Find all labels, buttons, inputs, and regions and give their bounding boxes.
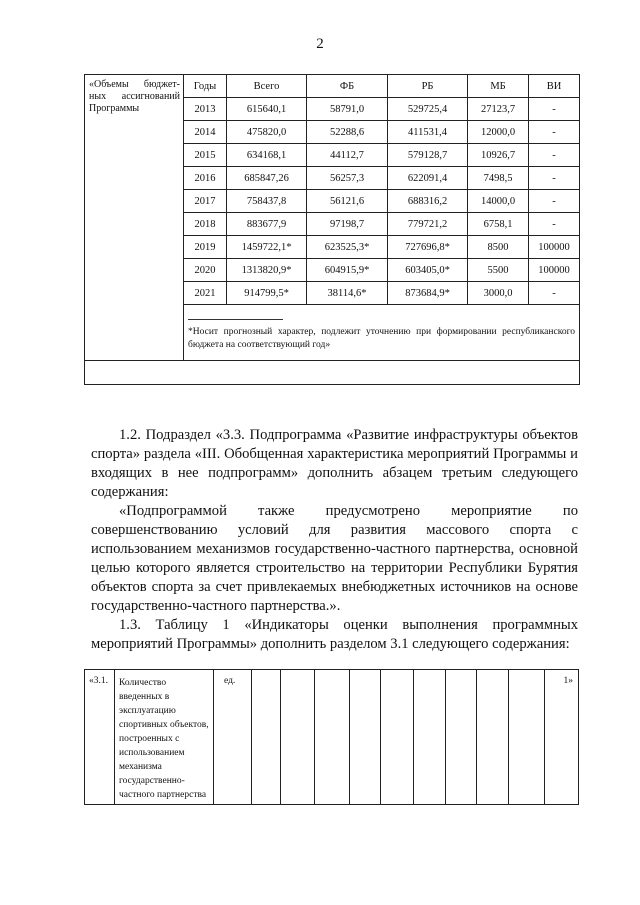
table-cell: 38114,6* — [307, 282, 388, 305]
footnote-cell — [184, 305, 580, 361]
column-header: МБ — [468, 75, 529, 98]
indicator-empty-cell — [281, 670, 315, 805]
table-cell: 688316,2 — [388, 190, 468, 213]
table-cell: - — [529, 144, 580, 167]
paragraph: 1.3. Таблицу 1 «Индикаторы оценки выполнения программных мероприятий Программы» дополнить разделом 3.1 следующего содержания: — [91, 617, 578, 652]
table-cell: 5500 — [468, 259, 529, 282]
indicator-empty-cell — [252, 670, 281, 805]
table-cell: 52288,6 — [307, 121, 388, 144]
table-cell: 2015 — [184, 144, 227, 167]
table-cell: 7498,5 — [468, 167, 529, 190]
table-cell: 2014 — [184, 121, 227, 144]
indicator-last-value: 1» — [545, 670, 579, 805]
table-cell: 623525,3* — [307, 236, 388, 259]
table-cell: 2017 — [184, 190, 227, 213]
table-cell: - — [529, 167, 580, 190]
budget-volume-table — [84, 74, 580, 385]
table-cell: 685847,26 — [227, 167, 307, 190]
table-cell: 2019 — [184, 236, 227, 259]
table-cell: - — [529, 121, 580, 144]
indicator-empty-cell — [414, 670, 446, 805]
table-cell: 27123,7 — [468, 98, 529, 121]
table-cell: 2016 — [184, 167, 227, 190]
table-cell: 2021 — [184, 282, 227, 305]
table-cell: 2020 — [184, 259, 227, 282]
table-cell: 1459722,1* — [227, 236, 307, 259]
table-cell: 3000,0 — [468, 282, 529, 305]
indicator-empty-cell — [350, 670, 381, 805]
table-cell: 100000 — [529, 236, 580, 259]
table-cell: 14000,0 — [468, 190, 529, 213]
table-cell: 1313820,9* — [227, 259, 307, 282]
table-cell: 100000 — [529, 259, 580, 282]
table-cell: 2018 — [184, 213, 227, 236]
table-cell: 634168,1 — [227, 144, 307, 167]
table-cell: 529725,4 — [388, 98, 468, 121]
indicator-empty-cell — [381, 670, 414, 805]
table-cell: 44112,7 — [307, 144, 388, 167]
indicator-empty-cell — [446, 670, 477, 805]
table-cell: - — [529, 213, 580, 236]
table-cell: 914799,5* — [227, 282, 307, 305]
column-header: ВИ — [529, 75, 580, 98]
table-cell: 411531,4 — [388, 121, 468, 144]
empty-cell — [85, 361, 580, 385]
indicator-empty-cell — [477, 670, 509, 805]
column-header: ФБ — [307, 75, 388, 98]
footnote-rule — [188, 319, 283, 320]
table-cell: 758437,8 — [227, 190, 307, 213]
page-number: 2 — [316, 36, 324, 52]
indicator-unit: ед. — [214, 670, 252, 805]
table-cell: - — [529, 282, 580, 305]
table-cell: 779721,2 — [388, 213, 468, 236]
column-header: Годы — [184, 75, 227, 98]
indicator-empty-cell — [509, 670, 545, 805]
table-cell: 579128,7 — [388, 144, 468, 167]
column-header: РБ — [388, 75, 468, 98]
table-cell: 6758,1 — [468, 213, 529, 236]
paragraph: «Подпрограммой также предусмотрено мероприятие по совершенствованию условий для развития массового спорта с использованием механизмов государственно-частного партнерства, основной целью которого является строительство на территории Республики Бурятия объектов спорта за счет привлекаемых внебюджетных источников на основе государственно-частного партнерства.». — [91, 503, 578, 614]
table-cell: 622091,4 — [388, 167, 468, 190]
table-cell: 873684,9* — [388, 282, 468, 305]
table-cell: 58791,0 — [307, 98, 388, 121]
table-cell: 727696,8* — [388, 236, 468, 259]
table-cell: 615640,1 — [227, 98, 307, 121]
indicator-row — [85, 670, 579, 805]
table-cell: - — [529, 98, 580, 121]
indicator-name: Количество введенных в эксплуатацию спортивных объектов, построенных с использованием механизма государственно-частного партнерства — [115, 670, 214, 805]
table-cell: 883677,9 — [227, 213, 307, 236]
indicator-number: «3.1. — [85, 670, 115, 805]
table-cell: 603405,0* — [388, 259, 468, 282]
indicator-table — [84, 669, 579, 805]
empty-row — [85, 361, 580, 385]
table-cell: 475820,0 — [227, 121, 307, 144]
indicator-empty-cell — [315, 670, 350, 805]
table-cell: 2013 — [184, 98, 227, 121]
budget-label-cell: «Объемы бюджет-ных ассигнований Программы — [85, 75, 184, 361]
table-cell: 12000,0 — [468, 121, 529, 144]
paragraph: 1.2. Подраздел «3.3. Подпрограмма «Развитие инфраструктуры объектов спорта» раздела «III. Обобщенная характеристика мероприятий Программы и входящих в нее подпрограмм» дополнить абзацем третьим следующего содержания: — [91, 427, 578, 500]
table-cell: 10926,7 — [468, 144, 529, 167]
table-cell: 604915,9* — [307, 259, 388, 282]
table-cell: 56257,3 — [307, 167, 388, 190]
amendment-text — [91, 426, 578, 654]
table-cell: - — [529, 190, 580, 213]
column-header: Всего — [227, 75, 307, 98]
table-header-row — [85, 75, 580, 98]
table-cell: 97198,7 — [307, 213, 388, 236]
footnote-text: *Носит прогнозный характер, подлежит уточнению при формировании республиканского бюджета на соответствующий год» — [188, 327, 575, 350]
table-cell: 56121,6 — [307, 190, 388, 213]
table-cell: 8500 — [468, 236, 529, 259]
